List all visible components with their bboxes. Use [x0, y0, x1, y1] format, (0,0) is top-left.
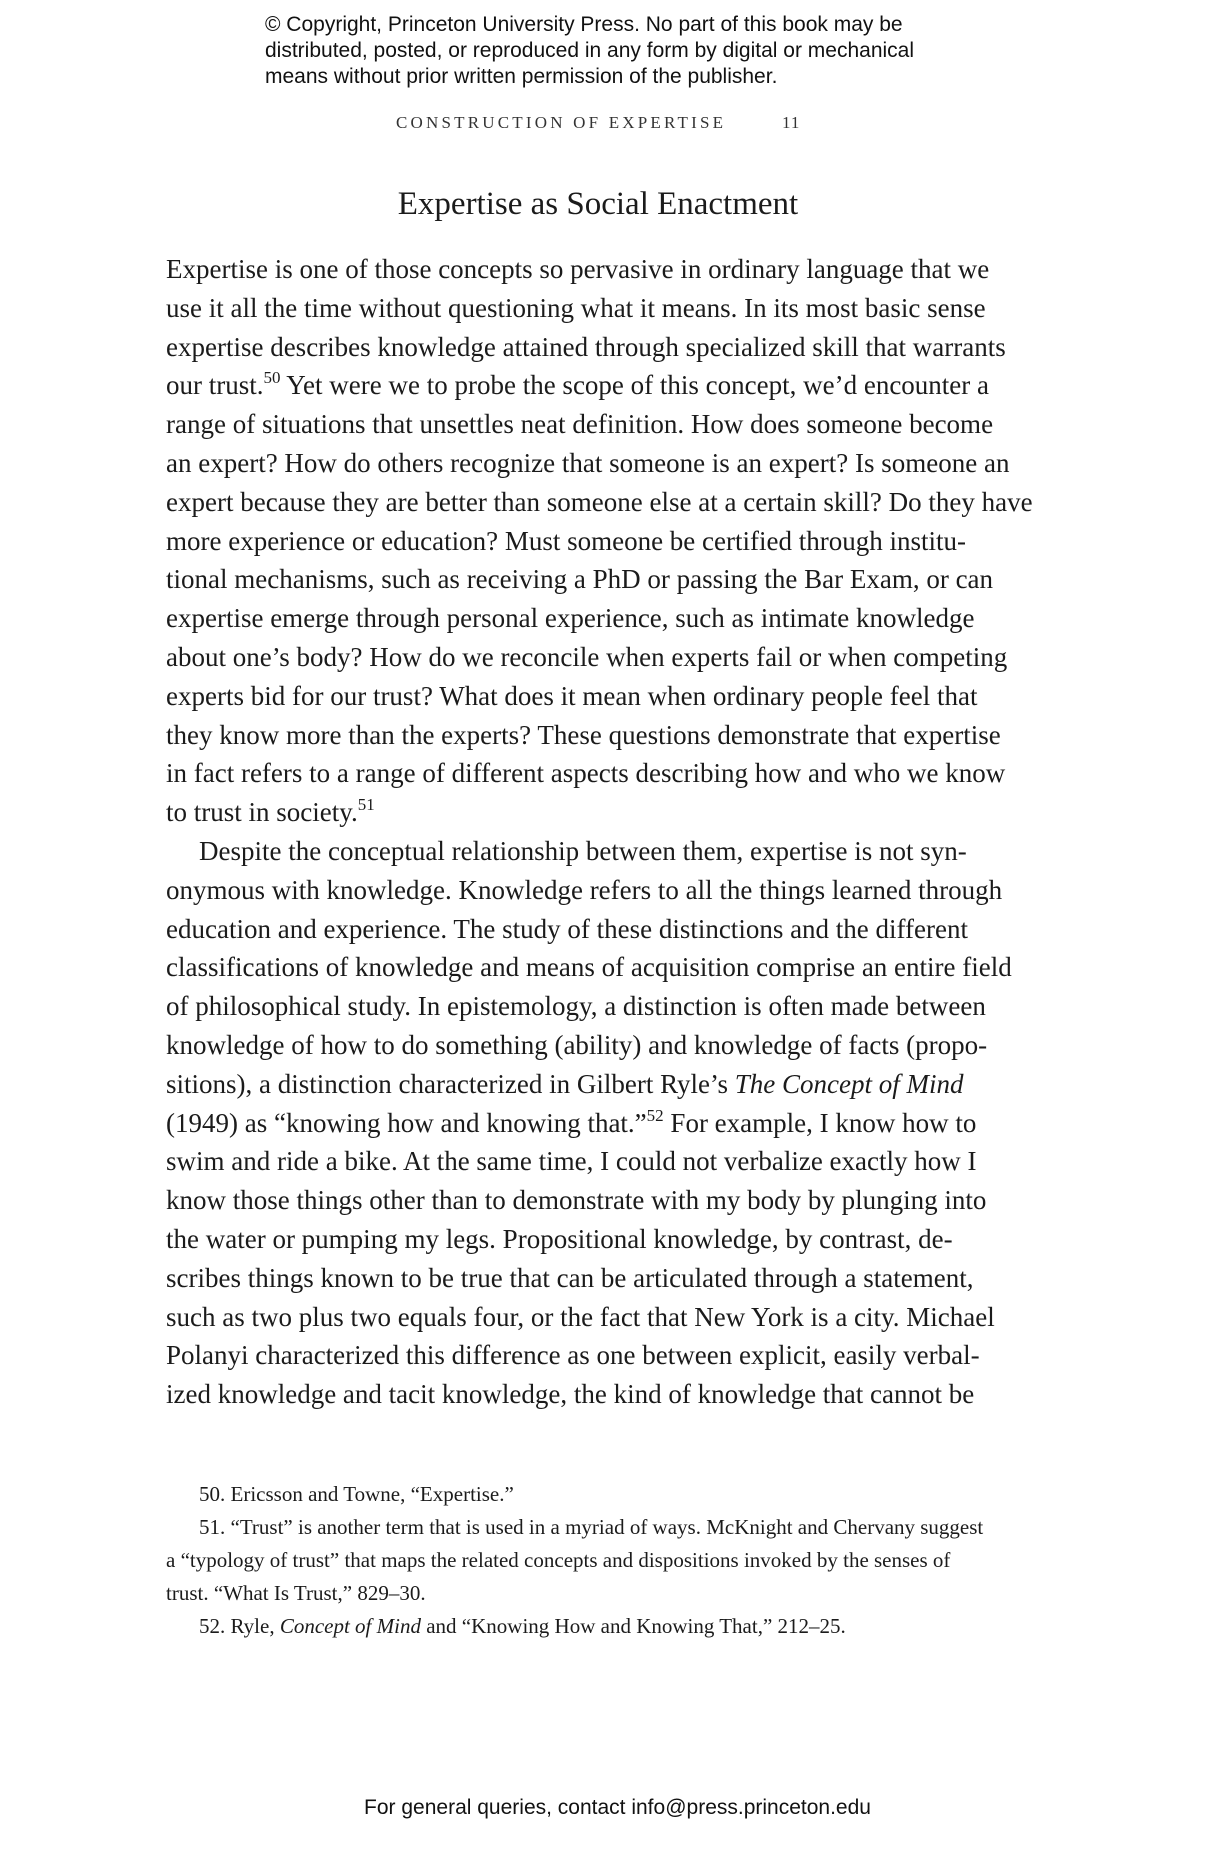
text-line: such as two plus two equals four, or the fact that New York is a city. Michael [166, 1301, 995, 1332]
text-fragment: sitions), a distinction characterized in Gilbert Ryle’s [166, 1068, 735, 1099]
footnote-ref-52[interactable]: 52 [646, 1105, 664, 1125]
text-line: tional mechanisms, such as receiving a PhD or passing the Bar Exam, or can [166, 564, 994, 595]
copyright-notice [265, 12, 1025, 90]
footnote-ref-51[interactable]: 51 [357, 795, 375, 815]
text-fragment: Yet were we to probe the scope of this concept, we’d encounter a [280, 370, 990, 401]
text-line: scribes things known to be true that can be articulated through a statement, [166, 1262, 974, 1293]
footnote-51-continued: a “typology of trust” that maps the related concepts and dispositions invoked by the senses of [166, 1548, 951, 1572]
paragraph-1 [166, 250, 1033, 832]
text-line: ized knowledge and tacit knowledge, the kind of knowledge that cannot be [166, 1379, 975, 1410]
text-line: expertise describes knowledge attained through specialized skill that warrants [166, 331, 1006, 362]
text-line [166, 1104, 1030, 1143]
text-fragment: to trust in society. [166, 797, 358, 828]
text-fragment: and “Knowing How and Knowing That,” 212–25. [420, 1614, 846, 1638]
text-line: swim and ride a bike. At the same time, I could not verbalize exactly how I [166, 1146, 977, 1177]
text-fragment: For example, I know how to [663, 1107, 977, 1138]
text-line: know those things other than to demonstrate with my body by plunging into [166, 1185, 987, 1216]
text-line [166, 793, 1030, 832]
text-line: knowledge of how to do something (ability) and knowledge of facts (propo- [166, 1029, 988, 1060]
copyright-line: © Copyright, Princeton University Press. No part of this book may be [265, 13, 903, 36]
contact-note: For general queries, contact info@press.princeton.edu [364, 1796, 871, 1819]
paragraph-2 [166, 832, 1030, 1414]
book-title: The Concept of Mind [734, 1068, 964, 1099]
copyright-line: means without prior written permission of the publisher. [265, 65, 778, 88]
footnote-50: 50. Ericsson and Towne, “Expertise.” [199, 1482, 514, 1506]
book-title: Concept of Mind [279, 1614, 421, 1638]
text-line: expert because they are better than someone else at a certain skill? Do they have [166, 486, 1033, 517]
text-line: use it all the time without questioning what it means. In its most basic sense [166, 292, 986, 323]
text-line: about one’s body? How do we reconcile when experts fail or when competing [166, 641, 1008, 672]
footnote-52 [166, 1610, 1030, 1643]
text-line: an expert? How do others recognize that someone is an expert? Is someone an [166, 447, 1010, 478]
text-line: Expertise is one of those concepts so pervasive in ordinary language that we [166, 254, 990, 284]
text-line: range of situations that unsettles neat definition. How does someone become [166, 409, 994, 440]
footnote-ref-50[interactable]: 50 [263, 368, 281, 388]
text-line: more experience or education? Must someone be certified through institu- [166, 525, 966, 556]
text-line: classifications of knowledge and means of acquisition comprise an entire field [166, 952, 1012, 983]
running-head-title: CONSTRUCTION OF EXPERTISE [396, 113, 727, 132]
text-line: in fact refers to a range of different aspects describing how and who we know [166, 758, 1006, 789]
text-fragment: our trust. [166, 370, 264, 401]
text-line: they know more than the experts? These questions demonstrate that expertise [166, 719, 1001, 750]
text-line: experts bid for our trust? What does it mean when ordinary people feel that [166, 680, 978, 711]
text-line: of philosophical study. In epistemology, a distinction is often made between [166, 991, 986, 1022]
body-text [166, 250, 1033, 1414]
footnote-51: 51. “Trust” is another term that is used in a myriad of ways. McKnight and Chervany suggest [199, 1515, 984, 1539]
text-line [166, 1065, 1030, 1104]
page-number: 11 [782, 113, 801, 132]
text-fragment: (1949) as “knowing how and knowing that.” [166, 1107, 647, 1138]
text-line: Despite the conceptual relationship between them, expertise is not syn- [199, 835, 967, 866]
footnote-51-continued: trust. “What Is Trust,” 829–30. [166, 1581, 426, 1605]
section-title: Expertise as Social Enactment [397, 186, 799, 222]
footnotes [166, 1478, 1030, 1643]
text-line: Polanyi characterized this difference as one between explicit, easily verbal- [166, 1340, 980, 1371]
copyright-line: distributed, posted, or reproduced in any form by digital or mechanical [265, 39, 915, 62]
text-line: expertise emerge through personal experience, such as intimate knowledge [166, 603, 975, 634]
text-fragment: 52. Ryle, [199, 1614, 280, 1638]
text-line: the water or pumping my legs. Propositional knowledge, by contrast, de- [166, 1223, 953, 1254]
text-line [166, 366, 1030, 405]
text-line: onymous with knowledge. Knowledge refers to all the things learned through [166, 874, 1003, 905]
text-line: education and experience. The study of these distinctions and the different [166, 913, 968, 944]
